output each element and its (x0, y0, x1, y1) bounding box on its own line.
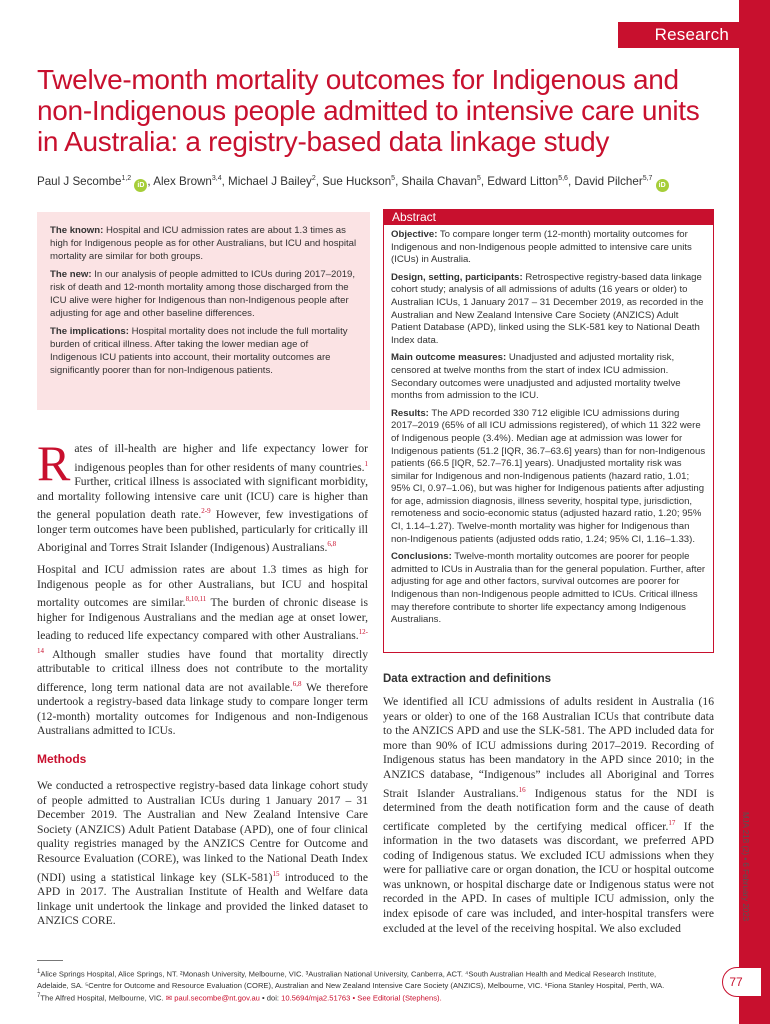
data-section-heading: Data extraction and definitions (383, 673, 552, 685)
conclusions-label: Conclusions: (391, 551, 452, 563)
email-icon: ✉ (165, 993, 173, 1003)
affiliations-footnote: $^1$Alice Springs Hospital, Alice Springs, NT. ²Monash University, Melbourne, VIC. ³Australian National University, Canberra, ACT. ⁴South Australian Health and Medical Research Institute, Adelaide, SA. ⁵Centre for Outcome and Resource Evaluation (CORE), Australian and New Zealand Intensive Care Society (ANZICS), Melbourne, VIC. ⁶Fiona Stanley Hospital, Perth, WA. $^7$The Alfred Hospital, Melbourne, VIC. ✉ paul.secombe@nt.gov.au • doi: 10.5694/mja2.51763 • See Editorial (Stephens). (37, 969, 665, 1003)
implications-label: The implications: (50, 326, 129, 337)
design-text: Retrospective registry-based data linkage cohort study; analysis of all admissions of adults (16 years or older) to Australian ICUs, 1 January 2017 – 31 December 2019, as recorded in the Australian and New Zealand Intensive Care Society (ANZICS) Adult Patient Database (APD), linked using the SLK-581 key to National Death Index data. (391, 271, 704, 346)
doi-link[interactable]: 10.5694/mja2.51763 (281, 993, 351, 1003)
citation[interactable]: 1 (364, 459, 368, 468)
article-title: Twelve-month mortality outcomes for Indigenous and non-Indigenous people admitted to intensive care units in Australia: a registry-based data linkage study (37, 64, 700, 157)
orcid-icon[interactable]: iD (134, 179, 147, 192)
citation[interactable]: 6,8 (292, 679, 302, 688)
page-number: 77 (722, 967, 762, 997)
outcome-label: Main outcome measures: (391, 352, 507, 364)
abstract-box (383, 209, 714, 653)
citation[interactable]: 6,8 (327, 540, 337, 549)
design-label: Design, setting, participants: (391, 271, 523, 283)
objective-text: To compare longer term (12-month) mortality outcomes for Indigenous and non-Indigenous people admitted to intensive care units (ICUs) in Australia. (391, 229, 692, 266)
journal-issue-note: MJA 218 (2) ▪ 6 February 2023 (741, 812, 750, 922)
known-text: Hospital and ICU admission rates are about 1.3 times as high for Indigenous people as for other Australians, but ICU and hospital mortality are similar for both groups. (50, 225, 357, 262)
intro-paragraph: Rates of ill-health are higher and life expectancy lower for indigenous peoples than for other residents of many countries.$^1$ Further, critical illness is associated with significant morbidity, and mortality following intensive care unit (ICU) care is higher than the general population death rate.$^{2-9}$ However, few investigations of longer term outcomes have been published, particularly for critically ill Aboriginal and Torres Strait Islander (Indigenous) Australians.$^{6,8}$ (37, 435, 368, 555)
author-name: Michael J Bailey (228, 174, 312, 188)
abstract-heading: Abstract (384, 210, 713, 225)
methods-paragraph: We conducted a retrospective registry-based data linkage cohort study of people admitted to Australian ICUs during 1 January 2017 – 31 December 2019. The Australian and New Zealand Intensive Care Society (ANZICS) Adult Patient Database (APD), one of four clinical quality registries managed by the ANZICS Centre for Outcome and Resource Evaluation (CORE), was linked to the National Death Index (NDI) using a statistical linkage key $(SLK-581)^{15}$ introduced to the APD in 2017. The Australian Institute of Health and Welfare data linkage unit undertook the linkage and provided the linked dataset to ANZICS CORE. (37, 779, 368, 928)
citation[interactable]: 17 (668, 818, 676, 827)
citation[interactable]: 2-9 (201, 507, 211, 516)
intro-paragraph-2: Hospital and ICU admission rates are about 1.3 times as high for Indigenous people as for other Australians, but ICU and hospital mortality outcomes are similar.$^{8,10,11}$ The burden of chronic disease is higher for Indigenous Australians and the median age at onset lower, leading to reduced life expectancy compared with other Australians.$^{12-14}$ Although smaller studies have found that mortality directly attributable to critical illness does not contribute to the mortality difference, long term national data are not available.$^{6,8}$ We therefore undertook a registry-based data linkage study to compare longer term (12-month) mortality outcomes for Indigenous and non-Indigenous Australians admitted to ICUs. (37, 563, 368, 738)
known-label: The known: (50, 225, 104, 236)
footnote-divider (37, 960, 63, 961)
section-tab: Research (618, 22, 739, 48)
data-section-paragraph: We identified all ICU admissions of adults resident in Australia (16 years or older) to one of the 168 Australian ICUs that contribute data to the ANZICS APD and use the SLK-581. The APD included data for more than 90% of ICU admissions during 2017–2019. Recording of Indigenous status has been mandatory in the APD since 2010; in the ANZICS database, “Indigenous” includes all Aboriginal and Torres Strait Islander Australians.$^{16}$ Indigenous status for the NDI is determined from the death notification form and the cause of death certificate completed by the certifying medical officer.$^{17}$ If the information in the two datasets was discordant, we preferred APD coding of Indigenous status. We excluded ICU admissions when they were for palliative care or organ donation, the ICU or hospital outcome was unknown, or hospital discharge date or Indigenous status were not recorded in the APD. In cases of multiple ICU admission, only the index episode of care was included, and inter-hospital transfers were excluded at the level of the receiving hospital. We also excluded (383, 695, 714, 935)
results-text: The APD recorded 330 712 eligible ICU admissions during 2017–2019 (65% of all ICU admissions registered), of which 11 322 were of Indigenous people (3.4%). Median age at admission was lower for Indigenous patients (51.2 [IQR, 36.7–63.6] years) than for non-Indigenous patients (66.5 [IQR, 52.7–76.1] years). Unadjusted mortality risk was similar for Indigenous and non-Indigenous patients (hazard ratio, 1.01; 95% CI, 0.97–1.06), but was higher for Indigenous patients after adjusting for age, admission diagnosis, illness severity, hospital type, jurisdiction, remoteness and socio-economic status (adjusted hazard ratio, 1.20; 95% CI, 1.14–1.27). Twelve-month mortality was higher for Indigenous than non-Indigenous patients (adjusted odds ratio, 1.24; 95% CI, 1.16–1.33). (391, 407, 706, 545)
author-name: Alex Brown (153, 174, 212, 188)
author-name: Sue Huckson (322, 174, 392, 188)
methods-heading: Methods (37, 752, 87, 766)
key-points-box (37, 212, 370, 410)
author-name: Paul J Secombe (37, 174, 122, 188)
author-list: Paul J Secombe$^{1,2}$ iD , Alex Brown$^{3,4}$, Michael J Bailey$^2$, Sue Huckson$^5$, Shaila Chavan$^5$, Edward Litton$^{5,6}$, David Pilcher$^{5,7}$ iD (37, 171, 737, 192)
citation[interactable]: 8,10,11 (185, 595, 207, 604)
objective-label: Objective: (391, 229, 438, 240)
author-name: Edward Litton (487, 174, 559, 188)
orcid-icon[interactable]: iD (656, 179, 669, 192)
new-label: The new: (50, 269, 92, 280)
editorial-link[interactable]: • See Editorial (Stephens). (350, 993, 442, 1003)
author-name: David Pilcher (574, 174, 643, 188)
results-label: Results: (391, 407, 429, 419)
citation[interactable]: 16 (518, 785, 526, 794)
implications-text: Hospital mortality does not include the full mortality burden of critical illness. After taking the lower median age of Indigenous ICU patients into account, their mortality outcomes are significantly poorer than for non-Indigenous patients. (50, 326, 348, 376)
drop-cap: R (37, 435, 71, 491)
email-link[interactable]: paul.secombe@nt.gov.au (174, 993, 260, 1003)
new-text: In our analysis of people admitted to ICUs during 2017–2019, risk of death and 12-month mortality among those discharged from the ICU alive were higher for Indigenous than non-Indigenous people after adjusting for age and other baseline differences. (50, 269, 356, 319)
citation[interactable]: 15 (272, 869, 280, 878)
conclusions-text: Twelve-month mortality outcomes are poorer for people admitted to ICUs in Australia than for the general population. Further, after adjusting for age and other factors, survival outcomes are poorer for Indigenous than non-Indigenous people admitted to ICUs. Critical illness may therefore contribute to shorter life expectancy among Indigenous Australians. (391, 551, 706, 626)
outcome-text: Unadjusted and adjusted mortality risk, censored at twelve months from the start of index ICU admission. Secondary outcomes were unadjusted and adjusted mortality twelve months from admission to the ICU. (391, 352, 681, 402)
author-name: Shaila Chavan (401, 174, 477, 188)
citation[interactable]: 12-14 (37, 628, 368, 655)
